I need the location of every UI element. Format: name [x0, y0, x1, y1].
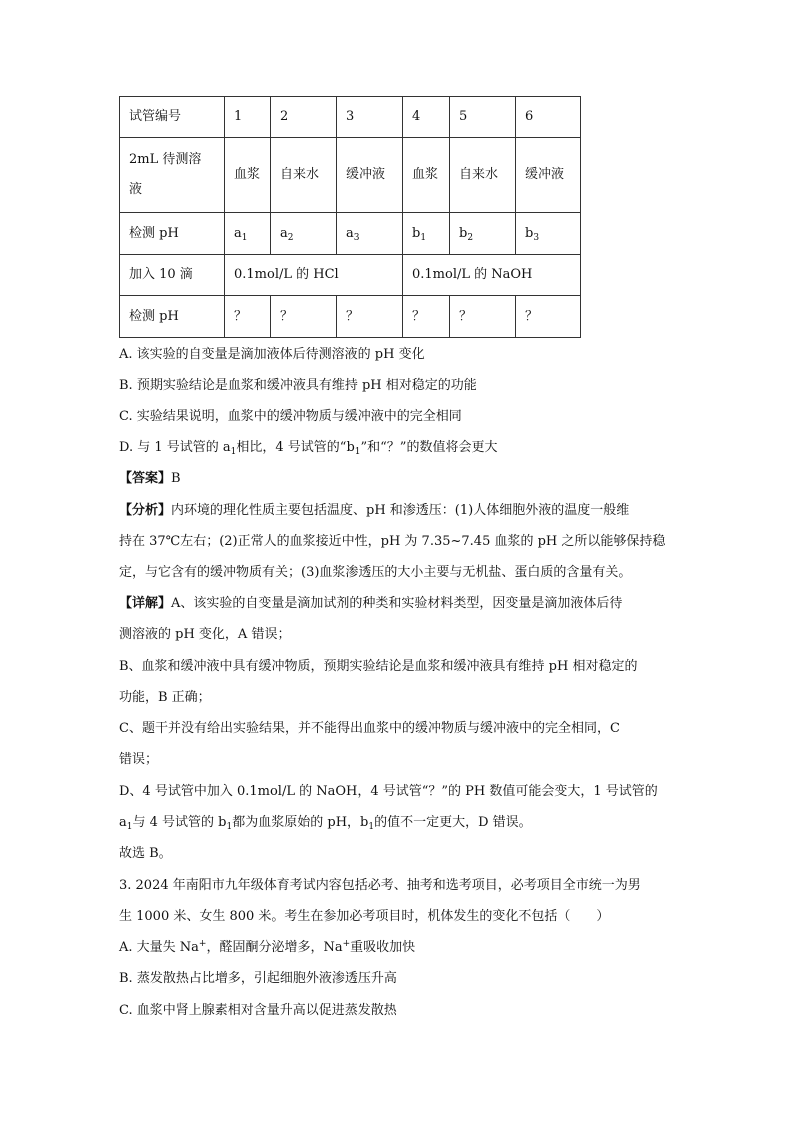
text-segment: 相比，4 号试管的“b [236, 440, 355, 455]
text-segment: 与 4 号试管的 b [132, 815, 227, 830]
text-segment: 内环境的理化性质主要包括温度、pH 和渗透压：(1)人体细胞外液的温度一般维 [171, 503, 630, 518]
subscript: 1 [368, 822, 375, 832]
cell-var: b [412, 225, 421, 241]
analysis-line-2: 持在 37℃左右；(2)正常人的血浆接近中性，pH 为 7.35~7.45 血浆的 pH 之所以能够保持稳 [119, 534, 666, 549]
analysis-line-3: 定，与它含有的缓冲物质有关；(3)血浆渗透压的大小主要与无机盐、蛋白质的含量有关。 [119, 565, 632, 580]
option-d [119, 438, 497, 458]
cell-var: b [525, 225, 534, 241]
superscript: + [342, 939, 351, 949]
table-cell-header: 检测 pH [120, 213, 225, 255]
table-cell [337, 213, 403, 255]
detail-line-8 [119, 813, 532, 833]
table-row-ph-1 [120, 213, 581, 255]
question-3-option-c: C. 血浆中肾上腺素相对含量升高以促进蒸发散热 [119, 1003, 397, 1018]
text-segment: ，醛固酮分泌增多，Na [206, 940, 343, 955]
text-segment: 都为血浆原始的 pH，b [232, 815, 369, 830]
subscript: 1 [230, 447, 237, 457]
experiment-table [119, 96, 581, 338]
text-segment: ”和“？”的数值将会更大 [360, 440, 498, 455]
table-cell: 缓冲液 [516, 138, 581, 213]
table-row-solution [120, 138, 581, 213]
detail-line-6: 错误； [119, 752, 159, 767]
table-cell-hcl: 0.1mol/L 的 HCl [225, 255, 403, 296]
cell-sub: 2 [467, 232, 474, 243]
detail-line-1 [119, 594, 622, 614]
detail-line-2: 测溶液的 pH 变化，A 错误； [119, 627, 291, 642]
text-segment: a [119, 815, 127, 830]
table-cell: 5 [450, 97, 516, 138]
detail-line-3: B、血浆和缓冲液中具有缓冲物质，预期实验结论是血浆和缓冲液具有维持 pH 相对稳定的 [119, 659, 638, 674]
superscript: + [198, 939, 207, 949]
text-segment: 的值不一定更大，D 错误。 [374, 815, 532, 830]
table-cell: 2 [271, 97, 337, 138]
answer-line [119, 469, 181, 489]
detail-line-5: C、题干并没有给出实验结果，并不能得出血浆中的缓冲物质与缓冲液中的完全相同，C [119, 721, 620, 736]
subscript: 1 [126, 822, 133, 832]
text-segment: A. 大量失 Na [119, 940, 199, 955]
text-segment: D. 与 1 号试管的 a [119, 440, 231, 455]
table-cell-header: 试管编号 [120, 97, 225, 138]
table-cell: 3 [337, 97, 403, 138]
table-cell: ？ [450, 296, 516, 338]
answer-value: B [171, 471, 181, 486]
option-a: A. 该实验的自变量是滴加液体后待测溶液的 pH 变化 [119, 347, 425, 362]
cell-line: 液 [129, 182, 143, 197]
table-cell: 6 [516, 97, 581, 138]
table-cell: 缓冲液 [337, 138, 403, 213]
cell-var: a [346, 225, 354, 241]
text-segment: 重吸收加快 [350, 940, 416, 955]
cell-sub: 2 [287, 232, 294, 243]
question-3-option-b: B. 蒸发散热占比增多，引起细胞外液渗透压升高 [119, 971, 397, 986]
table-row-reagent [120, 255, 581, 296]
question-3-line-1: 3. 2024 年南阳市九年级体育考试内容包括必考、抽考和选考项目，必考项目全市统一为男 [119, 878, 641, 893]
table-cell [516, 213, 581, 255]
table-cell-header: 加入 10 滴 [120, 255, 225, 296]
table-cell: 自来水 [450, 138, 516, 213]
cell-sub: 1 [241, 232, 248, 243]
cell-var: b [459, 225, 468, 241]
text-segment: A、该实验的自变量是滴加试剂的种类和实验材料类型，因变量是滴加液体后待 [171, 596, 623, 611]
cell-sub: 3 [353, 232, 360, 243]
option-c: C. 实验结果说明，血浆中的缓冲物质与缓冲液中的完全相同 [119, 409, 462, 424]
table-cell: 自来水 [271, 138, 337, 213]
table-row-tube-number [120, 97, 581, 138]
subscript: 1 [354, 447, 361, 457]
cell-var: a [234, 225, 242, 241]
table-cell [271, 213, 337, 255]
subscript: 1 [226, 822, 233, 832]
table-cell: ？ [225, 296, 271, 338]
table-cell: 血浆 [225, 138, 271, 213]
option-b: B. 预期实验结论是血浆和缓冲液具有维持 pH 相对稳定的功能 [119, 378, 477, 393]
question-3-option-a [119, 938, 415, 958]
detail-conclusion: 故选 B。 [119, 846, 172, 861]
table-cell-header: 检测 pH [120, 296, 225, 338]
cell-sub: 1 [420, 232, 427, 243]
table-cell: 血浆 [403, 138, 450, 213]
cell-var: a [280, 225, 288, 241]
table-cell-header [120, 138, 225, 213]
analysis-line-1 [119, 501, 629, 521]
analysis-label: 【分析】 [119, 503, 172, 518]
table-cell: ？ [403, 296, 450, 338]
table-cell [225, 213, 271, 255]
table-row-ph-2 [120, 296, 581, 338]
table-cell [403, 213, 450, 255]
answer-label: 【答案】 [119, 471, 172, 486]
table-cell-naoh: 0.1mol/L 的 NaOH [403, 255, 581, 296]
detail-line-7: D、4 号试管中加入 0.1mol/L 的 NaOH，4 号试管“？”的 PH 数值可能会变大，1 号试管的 [119, 784, 658, 799]
detail-line-4: 功能，B 正确； [119, 690, 211, 705]
cell-sub: 3 [533, 232, 540, 243]
cell-line: 2mL 待测溶 [129, 152, 202, 167]
detail-label: 【详解】 [119, 596, 172, 611]
table-cell: 4 [403, 97, 450, 138]
table-cell: ？ [271, 296, 337, 338]
table-cell: 1 [225, 97, 271, 138]
table-cell [450, 213, 516, 255]
table-cell: ？ [516, 296, 581, 338]
question-3-line-2: 生 1000 米、女生 800 米。考生在参加必考项目时，机体发生的变化不包括（ ） [119, 909, 610, 924]
table-cell: ？ [337, 296, 403, 338]
